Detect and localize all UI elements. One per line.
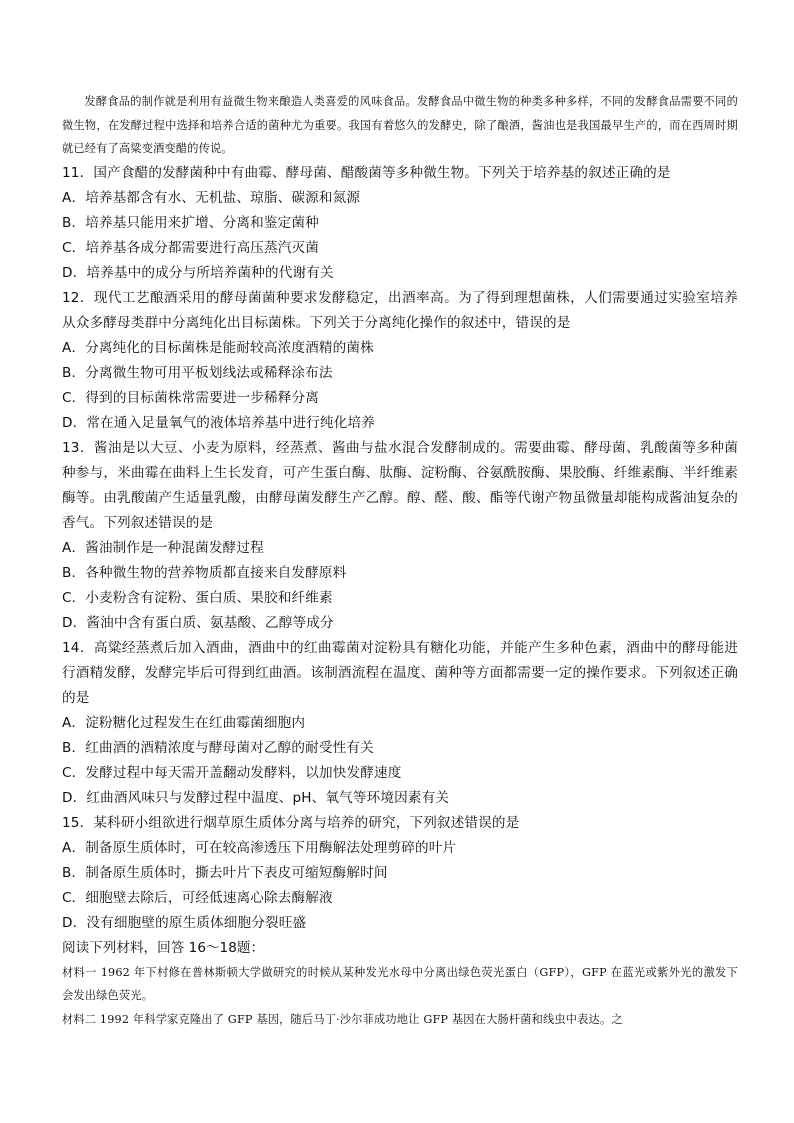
option-c: C．得到的目标菌株常需要进一步稀释分离 xyxy=(62,389,320,406)
option-b: B．培养基只能用来扩增、分离和鉴定菌种 xyxy=(62,214,319,231)
option-b: B．分离微生物可用平板划线法或稀释涂布法 xyxy=(62,364,333,381)
question-13 xyxy=(62,436,738,636)
option-c: C．培养基各成分都需要进行高压蒸汽灭菌 xyxy=(62,239,320,256)
question-12 xyxy=(62,286,738,436)
material-one: 材料一 1962 年下村修在普林斯顿大学做研究的时候从某种发光水母中分离出绿色荧光蛋白（GFP），GFP 在蓝光或紫外光的激发下会发出绿色荧光。 xyxy=(62,965,738,1002)
option-d: D．酱油中含有蛋白质、氨基酸、乙醇等成分 xyxy=(62,614,334,631)
question-11 xyxy=(62,161,738,286)
question-stem: 11．国产食醋的发酵菌种中有曲霉、酵母菌、醋酸菌等多种微生物。下列关于培养基的叙述正确的是 xyxy=(62,164,671,181)
question-stem: 14．高粱经蒸煮后加入酒曲，酒曲中的红曲霉菌对淀粉具有糖化功能，并能产生多种色素，酒曲中的酵母能进行酒精发酵，发酵完毕后可得到红曲酒。该制酒流程在温度、菌种等方面都需要一定的操作要求。下列叙述正确的是 xyxy=(62,639,738,706)
option-c: C．细胞壁去除后，可经低速离心除去酶解液 xyxy=(62,889,333,906)
option-d: D．没有细胞壁的原生质体细胞分裂旺盛 xyxy=(62,914,307,931)
option-a: A．培养基都含有水、无机盐、琼脂、碳源和氮源 xyxy=(62,189,361,206)
option-c: C．小麦粉含有淀粉、蛋白质、果胶和纤维素 xyxy=(62,589,333,606)
option-d: D．红曲酒风味只与发酵过程中温度、pH、氧气等环境因素有关 xyxy=(62,789,450,806)
question-stem: 15．某科研小组欲进行烟草原生质体分离与培养的研究，下列叙述错误的是 xyxy=(62,814,520,831)
question-stem: 12．现代工艺酿酒采用的酵母菌菌种要求发酵稳定，出酒率高。为了得到理想菌株，人们需要通过实验室培养从众多酵母类群中分离纯化出目标菌株。下列关于分离纯化操作的叙述中，错误的是 xyxy=(62,289,738,331)
option-a: A．分离纯化的目标菌株是能耐较高浓度酒精的菌株 xyxy=(62,339,374,356)
option-b: B．制备原生质体时，撕去叶片下表皮可缩短酶解时间 xyxy=(62,864,388,881)
question-14 xyxy=(62,636,738,811)
option-d: D．培养基中的成分与所培养菌种的代谢有关 xyxy=(62,264,334,281)
option-b: B．红曲酒的酒精浓度与酵母菌对乙醇的耐受性有关 xyxy=(62,739,374,756)
option-a: A．淀粉糖化过程发生在红曲霉菌细胞内 xyxy=(62,714,306,731)
material-two: 材料二 1992 年科学家克隆出了 GFP 基因，随后马丁·沙尔菲成功地让 GFP 基因在大肠杆菌和线虫中表达。之 xyxy=(62,1012,623,1026)
option-a: A．制备原生质体时，可在较高渗透压下用酶解法处理剪碎的叶片 xyxy=(62,839,457,856)
page-content xyxy=(62,90,738,1031)
question-15 xyxy=(62,811,738,936)
reading-instructions: 阅读下列材料，回答 16～18题： xyxy=(62,939,265,956)
option-a: A．酱油制作是一种混菌发酵过程 xyxy=(62,539,264,556)
option-c: C．发酵过程中每天需开盖翻动发酵料，以加快发酵速度 xyxy=(62,764,402,781)
intro-paragraph: 发酵食品的制作就是利用有益微生物来酿造人类喜爱的风味食品。发酵食品中微生物的种类多种多样，不同的发酵食品需要不同的微生物，在发酵过程中选择和培养合适的菌种尤为重要。我国有着悠久的发酵史，除了酿酒，酱油也是我国最早生产的，而在西周时期就已经有了高粱变酒变醋的传说。 xyxy=(62,95,738,155)
option-d: D．常在通入足量氧气的液体培养基中进行纯化培养 xyxy=(62,414,375,431)
question-stem: 13．酱油是以大豆、小麦为原料，经蒸煮、酱曲与盐水混合发酵制成的。需要曲霉、酵母菌、乳酸菌等多种菌种参与，米曲霉在曲料上生长发育，可产生蛋白酶、肽酶、淀粉酶、谷氨酰胺酶、果胶酶、纤维素酶、半纤维素酶等。由乳酸菌产生适量乳酸，由酵母菌发酵生产乙醇。醇、醛、酸、酯等代谢产物虽微量却能构成酱油复杂的香气。下列叙述错误的是 xyxy=(62,439,738,531)
option-b: B．各种微生物的营养物质都直接来自发酵原料 xyxy=(62,564,347,581)
